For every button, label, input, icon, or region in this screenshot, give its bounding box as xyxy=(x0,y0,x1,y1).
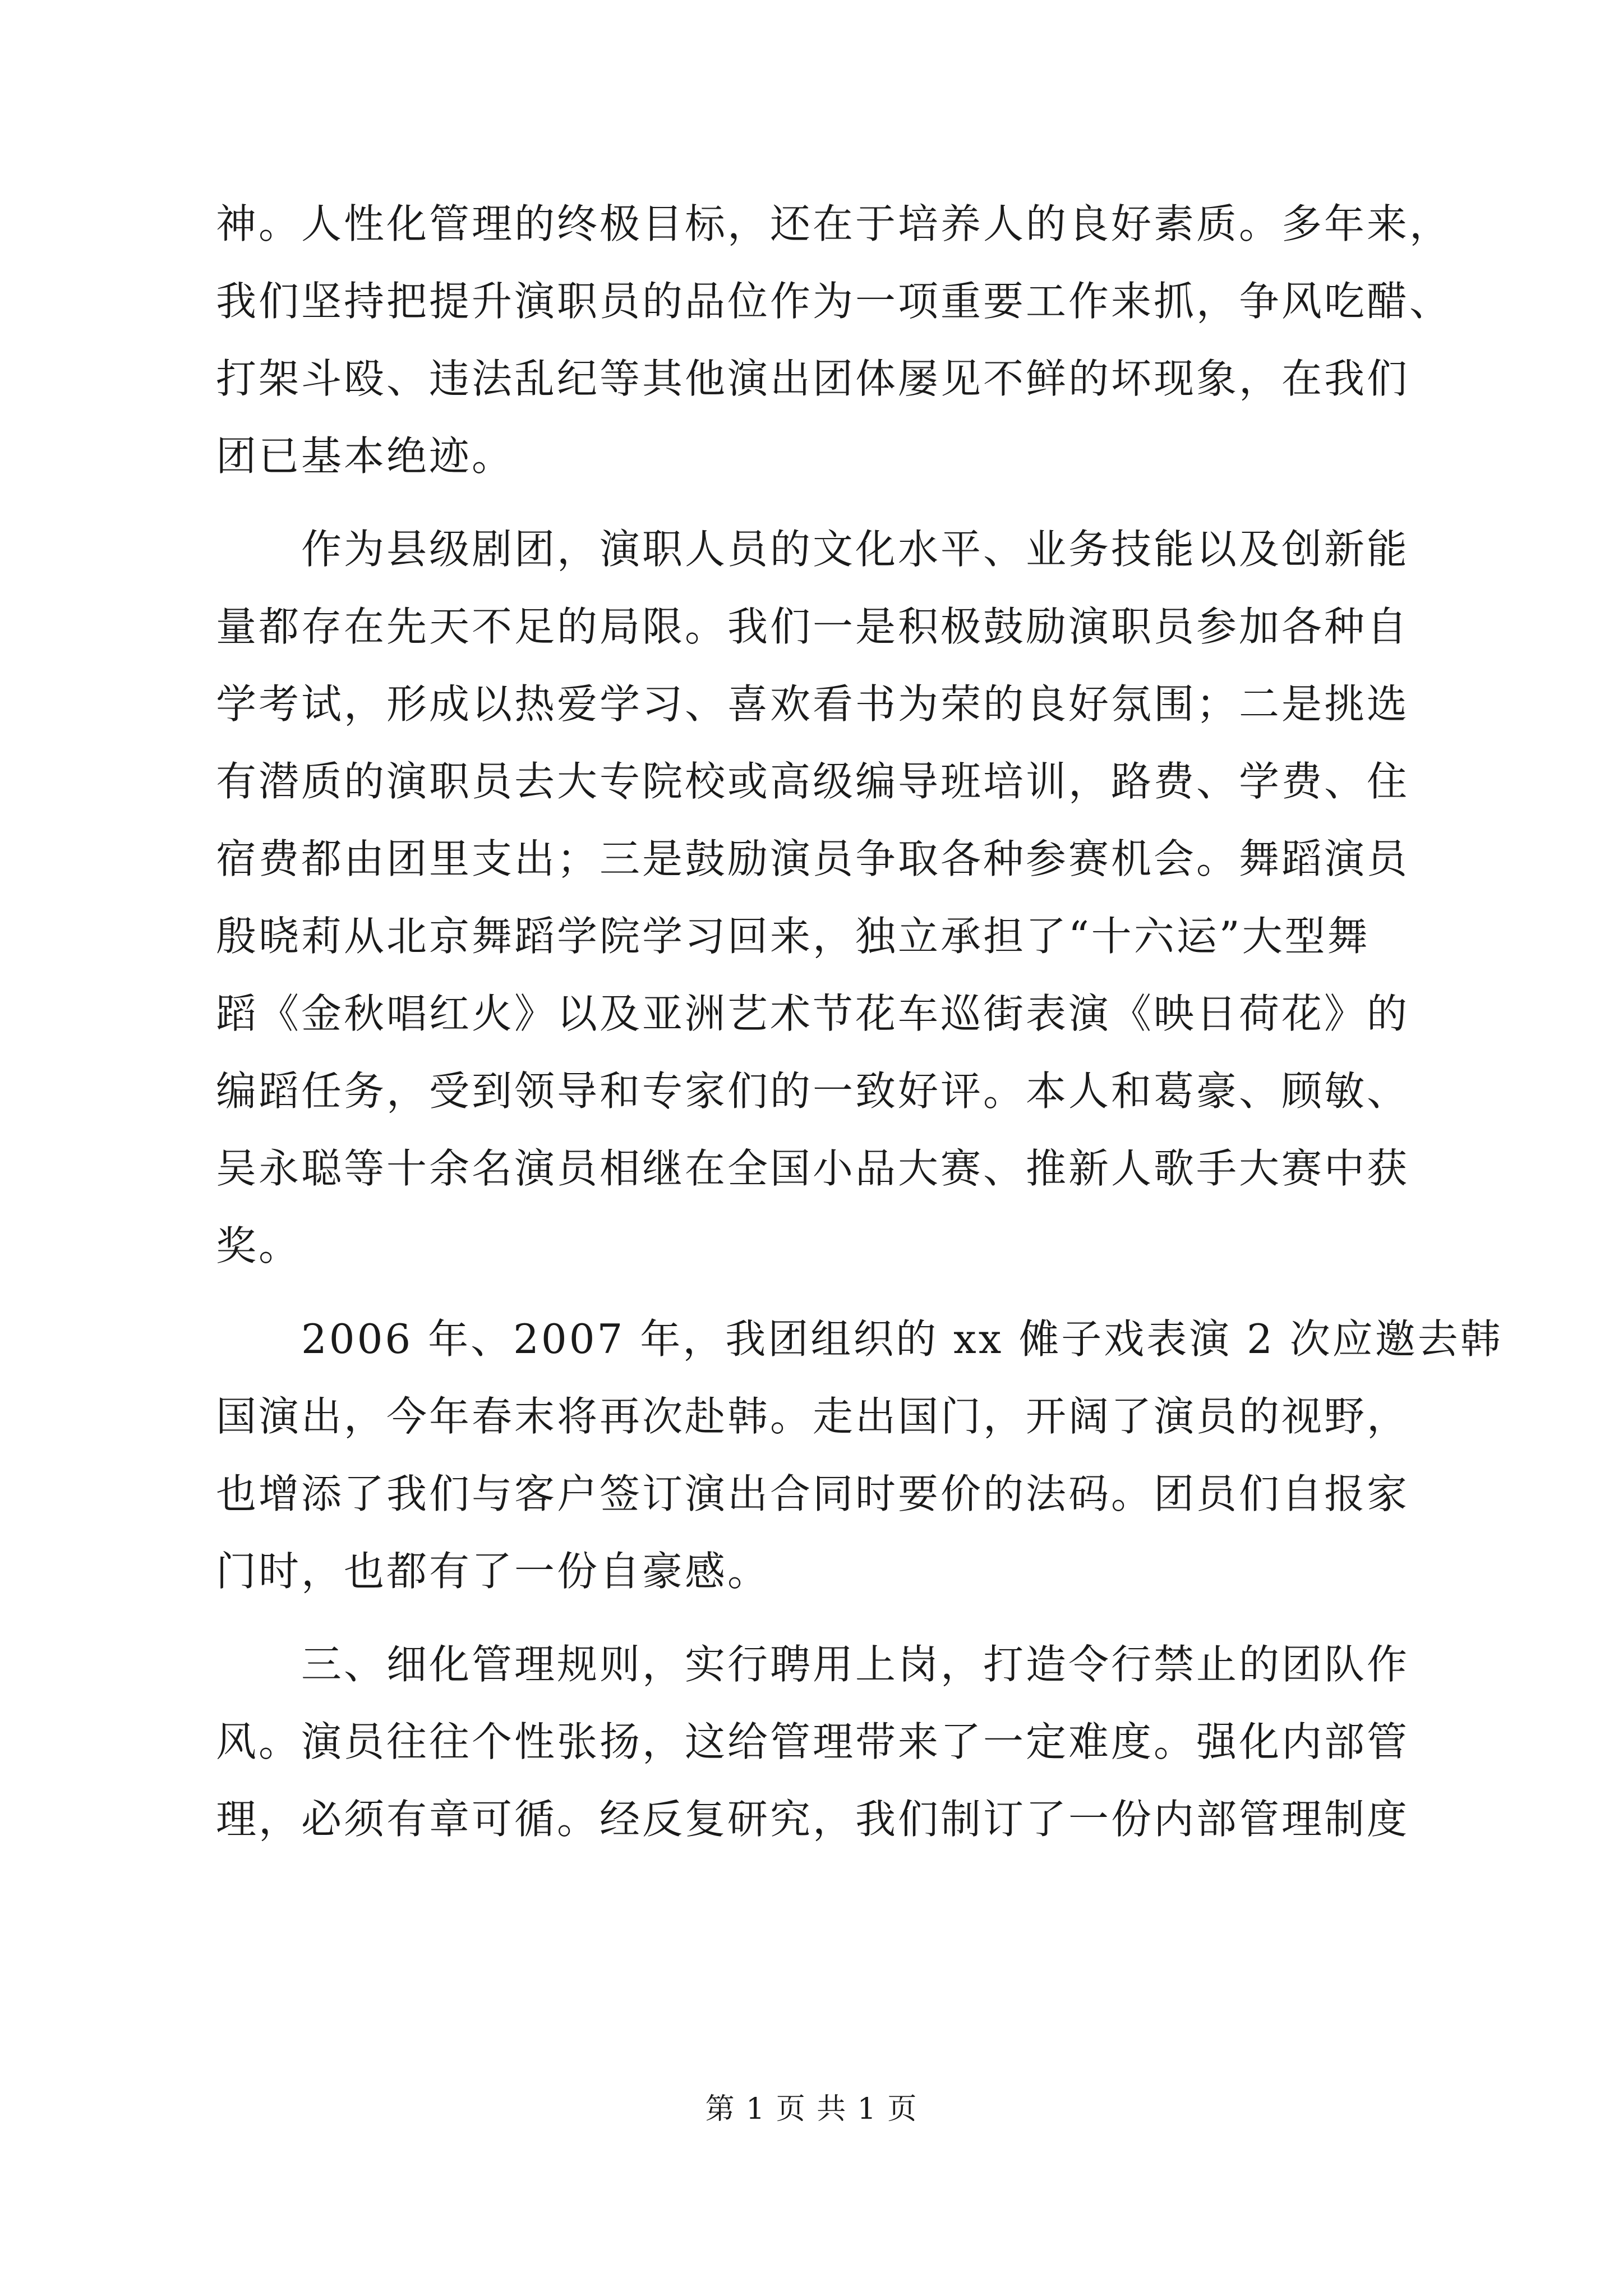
paragraph xyxy=(216,1300,1503,1610)
text-line: 理，必须有章可循。经反复研究，我们制订了一份内部管理制度 xyxy=(216,1796,1410,1843)
paragraph xyxy=(216,510,1478,1285)
text-line: 殷晓莉从北京舞蹈学院学习回来，独立承担了“十六运”大型舞 xyxy=(216,913,1370,960)
text-line: 量都存在先天不足的局限。我们一是积极鼓励演职员参加各种自 xyxy=(216,603,1410,650)
text-line: 编蹈任务，受到领导和专家们的一致好评。本人和葛豪、顾敏、 xyxy=(216,1068,1410,1115)
paragraph xyxy=(216,1626,1478,1858)
text-line: 2006 年、2007 年，我团组织的 xx 傩子戏表演 2 次应邀去韩 xyxy=(216,1315,1503,1363)
page-number-footer: 第 1 页 共 1 页 xyxy=(705,2092,918,2126)
body-text xyxy=(216,185,1503,1858)
text-line: 也增添了我们与客户签订演出合同时要价的法码。团员们自报家 xyxy=(216,1470,1410,1517)
text-line: 打架斗殴、违法乱纪等其他演出团体屡见不鲜的坏现象，在我们 xyxy=(216,355,1410,402)
text-line: 我们坚持把提升演职员的品位作为一项重要工作来抓，争风吃醋、 xyxy=(216,278,1453,325)
paragraph-spacer xyxy=(216,495,1478,510)
text-line: 三、细化管理规则，实行聘用上岗，打造令行禁止的团队作 xyxy=(216,1641,1410,1688)
paragraph xyxy=(216,185,1478,495)
paragraph-spacer xyxy=(216,1285,1478,1300)
text-line: 宿费都由团里支出；三是鼓励演员争取各种参赛机会。舞蹈演员 xyxy=(216,835,1410,882)
text-line: 团已基本绝迹。 xyxy=(216,432,515,480)
paragraph-spacer xyxy=(216,1610,1478,1626)
text-line: 奖。 xyxy=(216,1222,302,1269)
text-line: 学考试，形成以热爱学习、喜欢看书为荣的良好氛围；二是挑选 xyxy=(216,680,1410,728)
text-line: 风。演员往往个性张扬，这给管理带来了一定难度。强化内部管 xyxy=(216,1718,1410,1765)
text-line: 神。人性化管理的终极目标，还在于培养人的良好素质。多年来， xyxy=(216,200,1453,247)
text-line: 有潜质的演职员去大专院校或高级编导班培训，路费、学费、住 xyxy=(216,758,1410,805)
text-line: 作为县级剧团，演职人员的文化水平、业务技能以及创新能 xyxy=(216,526,1410,573)
text-line: 吴永聪等十余名演员相继在全国小品大赛、推新人歌手大赛中获 xyxy=(216,1145,1410,1192)
text-line: 门时，也都有了一份自豪感。 xyxy=(216,1548,771,1595)
text-line: 国演出，今年春末将再次赴韩。走出国门，开阔了演员的视野， xyxy=(216,1393,1410,1440)
text-line: 蹈《金秋唱红火》以及亚洲艺术节花车巡街表演《映日荷花》的 xyxy=(216,990,1410,1037)
